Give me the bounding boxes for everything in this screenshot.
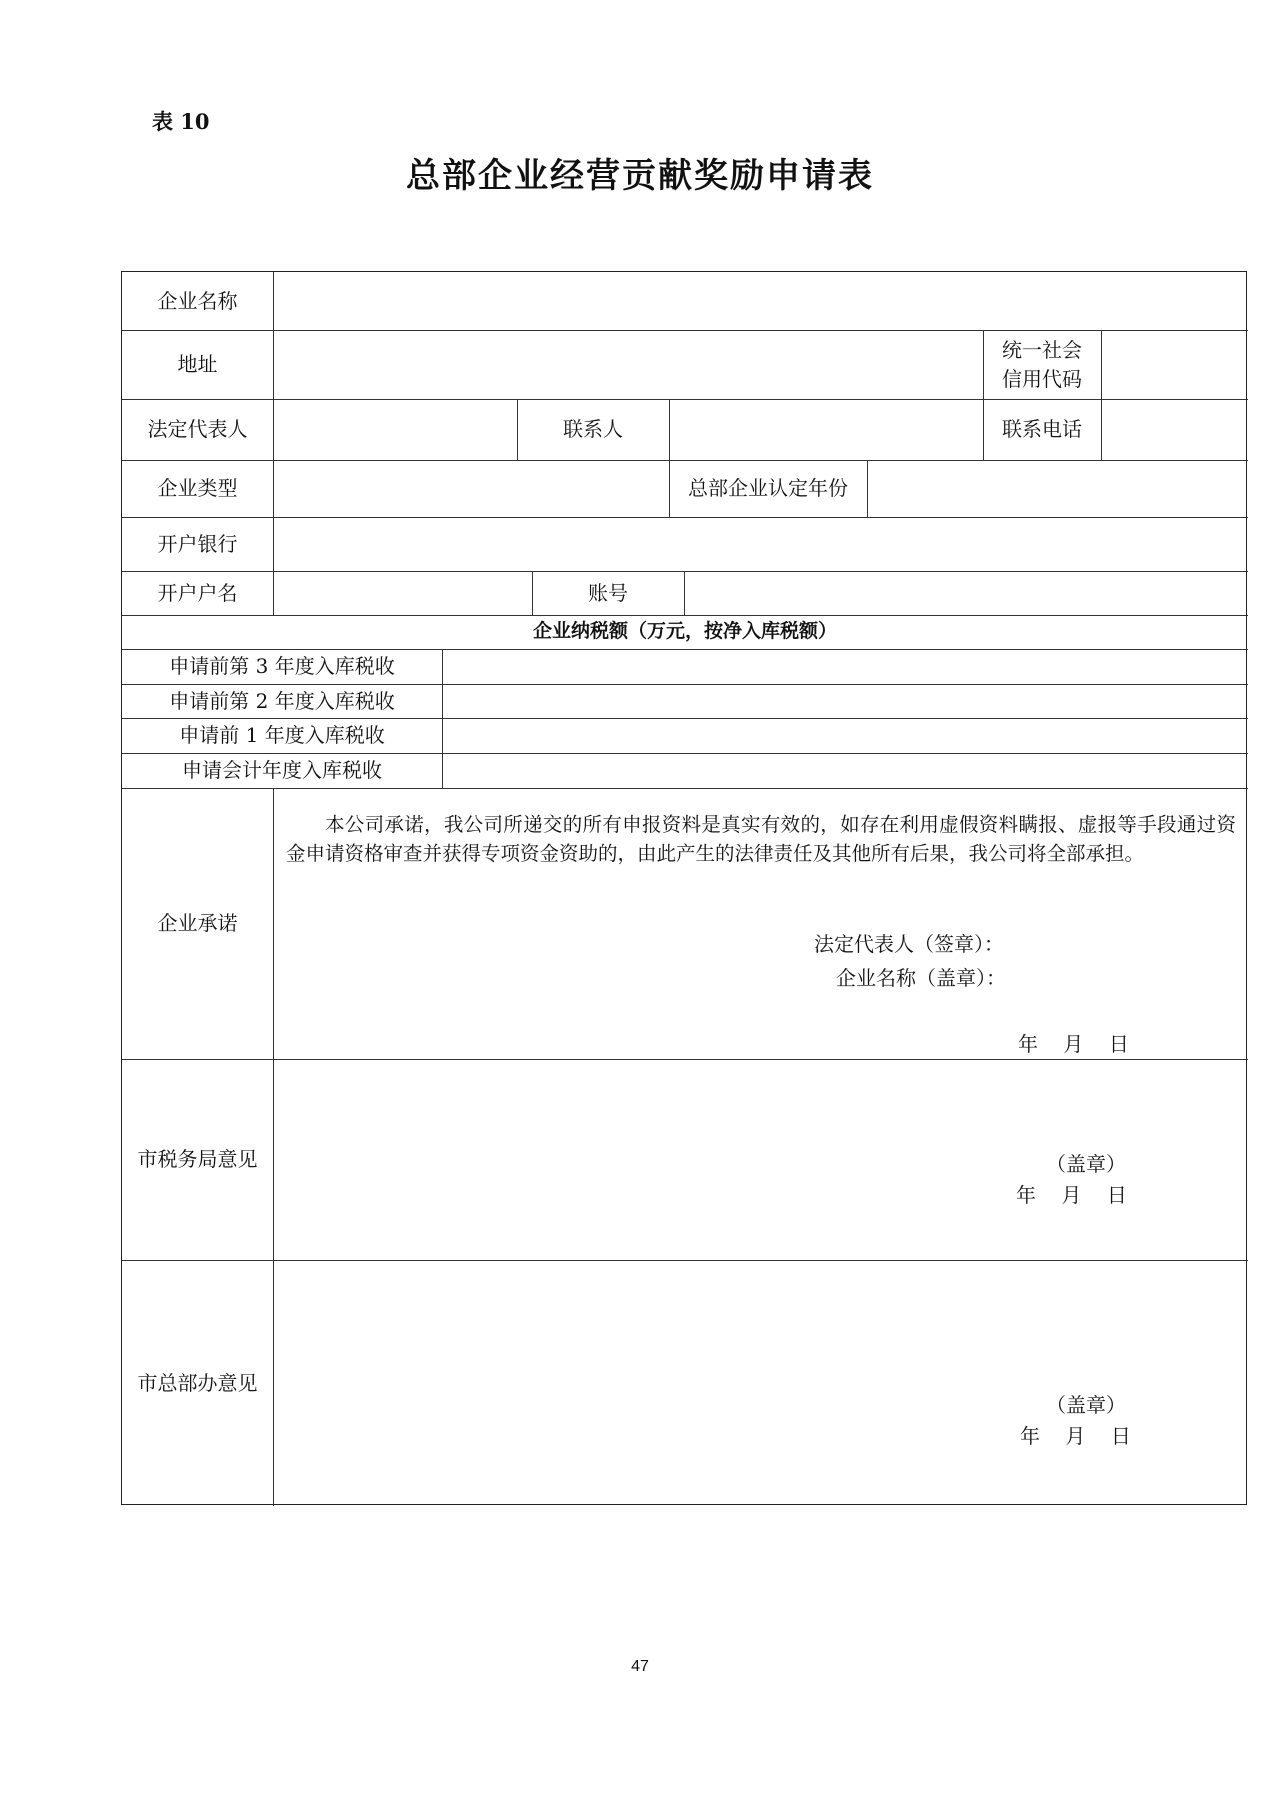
account-name-label: 开户户名 (157, 580, 238, 605)
account-name-field[interactable] (273, 571, 532, 615)
hq-office-opinion-field[interactable] (273, 1260, 1248, 1506)
hq-office-date: 年 月 日 (1020, 1424, 1131, 1448)
account-number-field[interactable] (684, 571, 1248, 615)
tax-row-value[interactable] (442, 753, 1248, 788)
commitment-date: 年 月 日 (1018, 1032, 1129, 1056)
table-number: 表 10 (152, 109, 210, 134)
company-type-field[interactable] (273, 460, 669, 517)
contact-field[interactable] (669, 399, 983, 460)
company-type-label: 企业类型 (157, 476, 238, 500)
tax-bureau-date: 年 月 日 (1016, 1183, 1127, 1207)
hq-year-label: 总部企业认定年份 (688, 476, 848, 500)
contact-label: 联系人 (563, 417, 623, 441)
tax-bureau-seal: （盖章） (1046, 1152, 1126, 1176)
account-number-label: 账号 (588, 580, 628, 605)
hq-year-field[interactable] (867, 460, 1248, 517)
tax-row-label: 申请会计年度入库税收 (182, 758, 382, 782)
legal-rep-label: 法定代表人 (147, 417, 248, 441)
commitment-label: 企业承诺 (157, 911, 238, 935)
bank-label: 开户银行 (157, 531, 238, 556)
row-divider (122, 788, 1248, 789)
tax-row-label: 申请前 1 年度入库税收 (179, 723, 385, 747)
credit-code-field[interactable] (1101, 330, 1248, 399)
company-name-label: 企业名称 (157, 288, 238, 313)
tax-row-value[interactable] (442, 718, 1248, 753)
credit-code-label-line1: 统一社会 (1002, 337, 1082, 362)
company-seal-line: 企业名称（盖章）： (836, 966, 1006, 990)
hq-office-opinion-label: 市总部办意见 (137, 1370, 258, 1395)
document-title: 总部企业经营贡献奖励申请表 (406, 156, 874, 196)
address-field[interactable] (273, 330, 983, 399)
hq-office-seal: （盖章） (1046, 1393, 1126, 1417)
bank-field[interactable] (273, 517, 1248, 571)
tax-bureau-opinion-label: 市税务局意见 (137, 1147, 258, 1171)
application-form (121, 271, 1247, 1505)
address-label: 地址 (177, 352, 218, 376)
credit-code-label (983, 330, 1101, 399)
commitment-text: 本公司承诺，我公司所递交的所有申报资料是真实有效的，如存在利用虚假资料瞒报、虚报等手段通过资金申请资格审查并获得专项资金资助的，由此产生的法律责任及其他所有后果，我公司将全部承担。 (286, 813, 1236, 865)
phone-field[interactable] (1101, 399, 1248, 460)
tax-row-label: 申请前第 2 年度入库税收 (169, 688, 395, 713)
legal-rep-field[interactable] (273, 399, 517, 460)
credit-code-label-line2: 信用代码 (1002, 366, 1082, 391)
tax-row-value[interactable] (442, 684, 1248, 718)
page-number: 47 (631, 1658, 649, 1675)
phone-label: 联系电话 (1002, 417, 1082, 441)
tax-row-label: 申请前第 3 年度入库税收 (169, 654, 395, 678)
tax-section-header: 企业纳税额（万元，按净入库税额） (532, 620, 837, 643)
tax-row-value[interactable] (442, 649, 1248, 684)
company-name-field[interactable] (273, 272, 1248, 330)
legal-rep-signature-line: 法定代表人（签章）： (814, 932, 1004, 956)
